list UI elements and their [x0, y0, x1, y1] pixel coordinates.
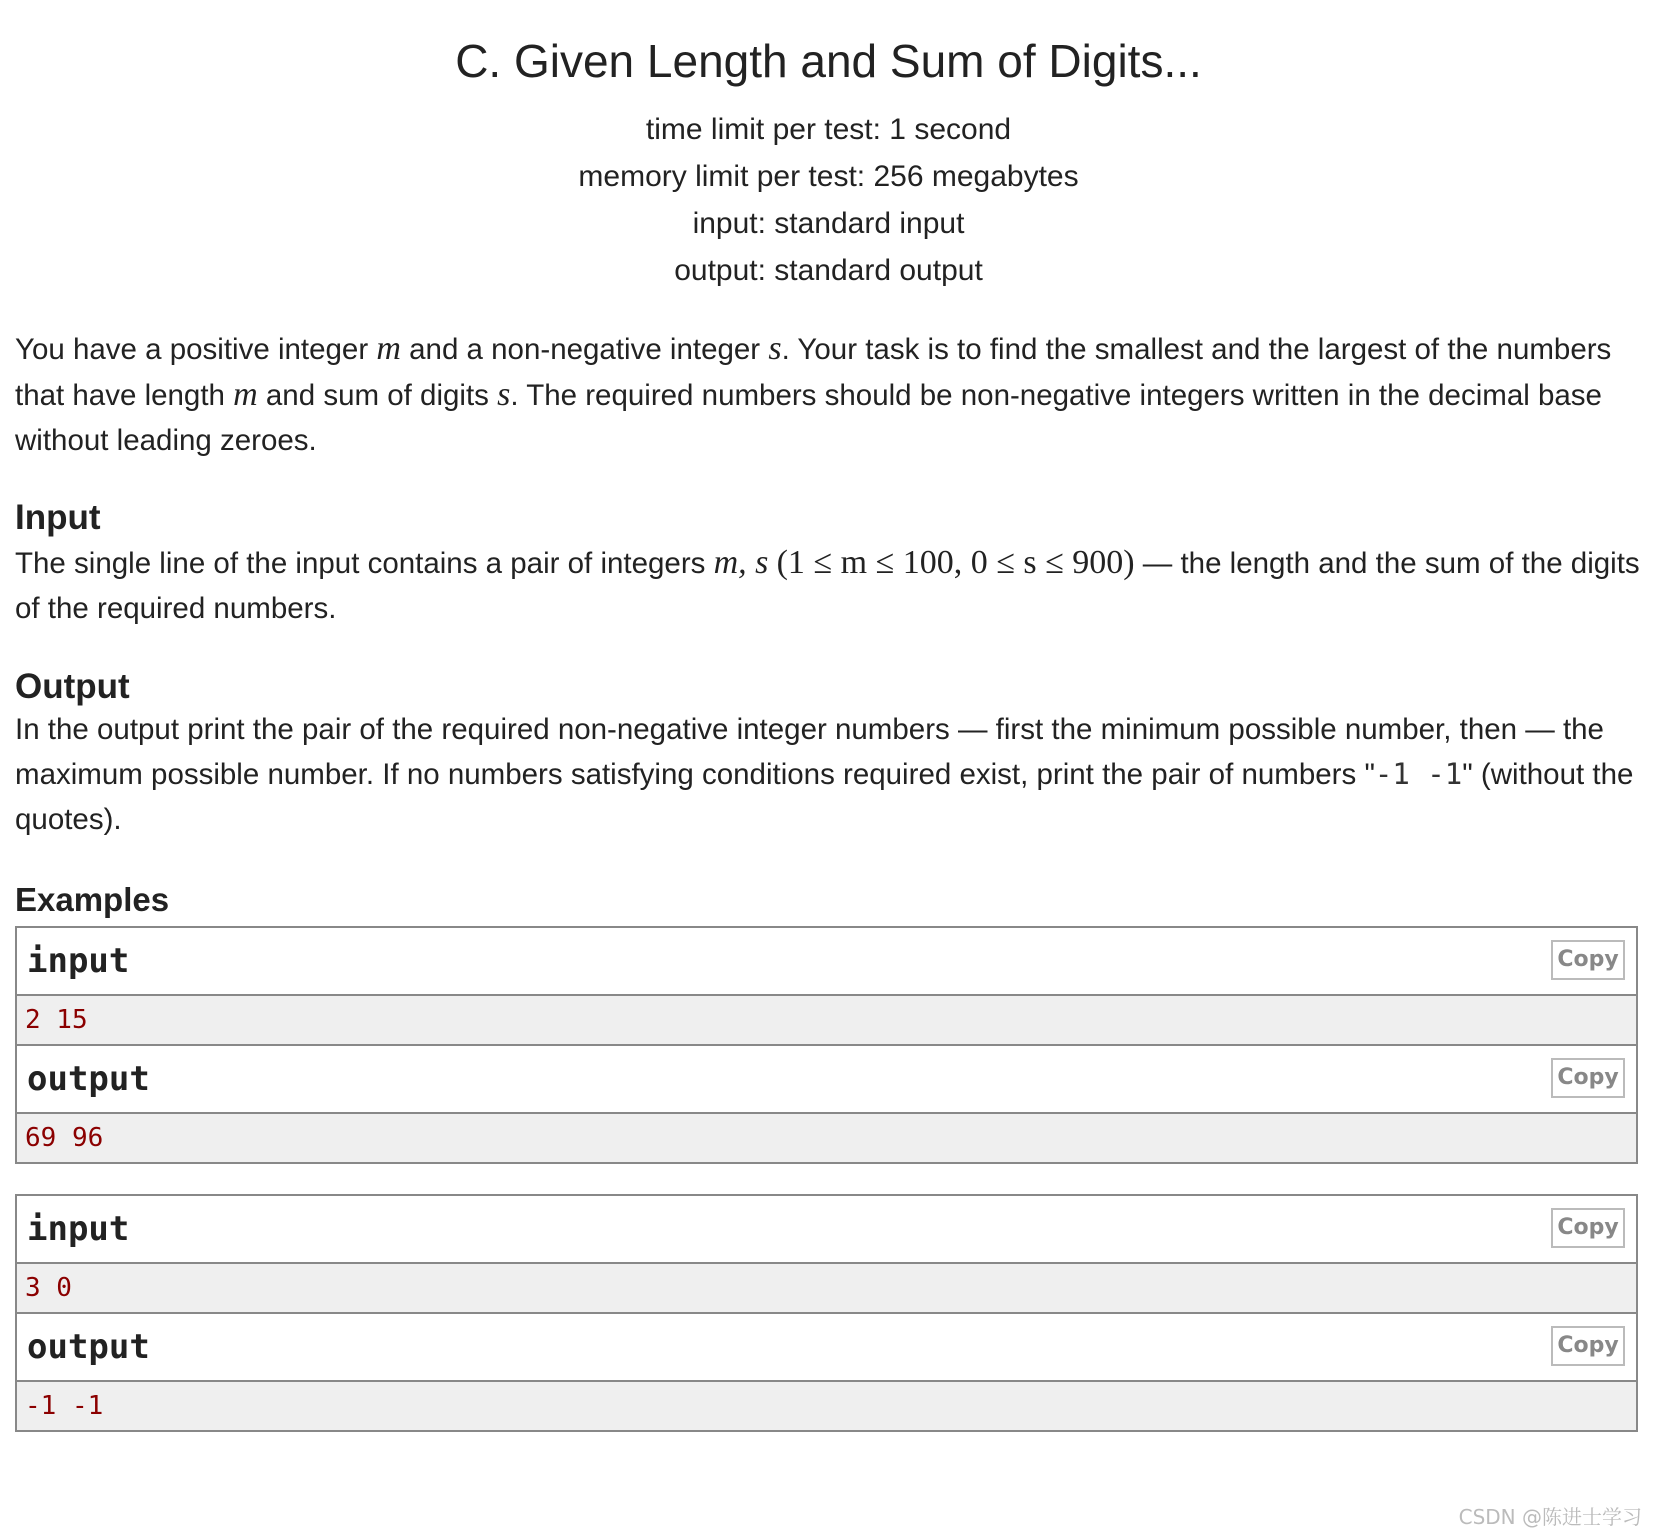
problem-title: C. Given Length and Sum of Digits... — [455, 35, 1202, 87]
input-constraint: (1 ≤ m ≤ 100, 0 ≤ s ≤ 900) — [776, 544, 1135, 581]
copy-button[interactable]: Copy — [1551, 940, 1625, 980]
example-1 — [15, 926, 1638, 1164]
output-section-text — [15, 707, 1642, 842]
problem-statement — [15, 326, 1642, 463]
copy-button[interactable]: Copy — [1551, 1058, 1625, 1098]
input-specification — [15, 498, 1642, 631]
var-m: m — [376, 330, 401, 367]
output-section-title: Output — [15, 667, 130, 706]
input-text-2: — the length and the sum of the digits of the required numbers. — [15, 547, 1640, 625]
input-section-title: Input — [15, 498, 101, 537]
copy-button[interactable]: Copy — [1551, 1208, 1625, 1248]
statement-text — [15, 326, 1642, 463]
var-s: s — [768, 330, 782, 367]
input-vars: m, s — [713, 544, 769, 581]
input-file: input: standard input — [692, 207, 965, 240]
example-2-input-header — [17, 1196, 1636, 1264]
example-1-input-header — [17, 928, 1636, 996]
output-label: output — [27, 1059, 150, 1099]
output-specification — [15, 667, 1642, 842]
statement-text-2: and a non-negative integer — [400, 333, 769, 366]
example-2-input: 3 0 — [17, 1264, 1636, 1314]
input-label: input — [27, 1209, 130, 1249]
example-2-output: -1 -1 — [17, 1382, 1636, 1430]
statement-text-4: and sum of digits — [257, 379, 498, 412]
problem-limits — [15, 106, 1642, 294]
example-1-output: 69 96 — [17, 1114, 1636, 1162]
statement-text-5: . The required numbers should be non-negative integers written in the decimal base without leading zeroes. — [15, 379, 1602, 457]
output-code: -1 -1 — [1374, 757, 1463, 791]
problem-header — [15, 0, 1642, 294]
input-section-text — [15, 540, 1642, 631]
memory-limit: memory limit per test: 256 megabytes — [578, 160, 1079, 193]
example-1-output-header — [17, 1046, 1636, 1114]
copy-button[interactable]: Copy — [1551, 1326, 1625, 1366]
examples-title: Examples — [15, 881, 170, 918]
time-limit: time limit per test: 1 second — [645, 113, 1012, 146]
problem-page — [15, 0, 1642, 1421]
watermark: CSDN @陈进士学习 — [1458, 1505, 1642, 1529]
example-2 — [15, 1194, 1638, 1432]
var-s: s — [497, 376, 511, 413]
output-file: output: standard output — [674, 254, 983, 287]
example-2-output-header — [17, 1314, 1636, 1382]
input-label: input — [27, 941, 130, 981]
output-label: output — [27, 1327, 150, 1367]
input-text-1: The single line of the input contains a pair of integers — [15, 547, 714, 580]
examples-section — [15, 880, 1642, 1462]
output-text-2: " (without the quotes). — [15, 758, 1634, 836]
statement-text-1: You have a positive integer — [15, 333, 377, 366]
example-1-input: 2 15 — [17, 996, 1636, 1046]
var-m: m — [233, 376, 258, 413]
statement-text-3: . Your task is to find the smallest and the largest of the numbers that have length — [15, 333, 1612, 412]
output-text-1: In the output print the pair of the required non-negative integer numbers — first the minimum possible number, then — the maximum possible number. If no numbers satisfying conditions required exist, print the pair of numbers " — [15, 713, 1604, 791]
